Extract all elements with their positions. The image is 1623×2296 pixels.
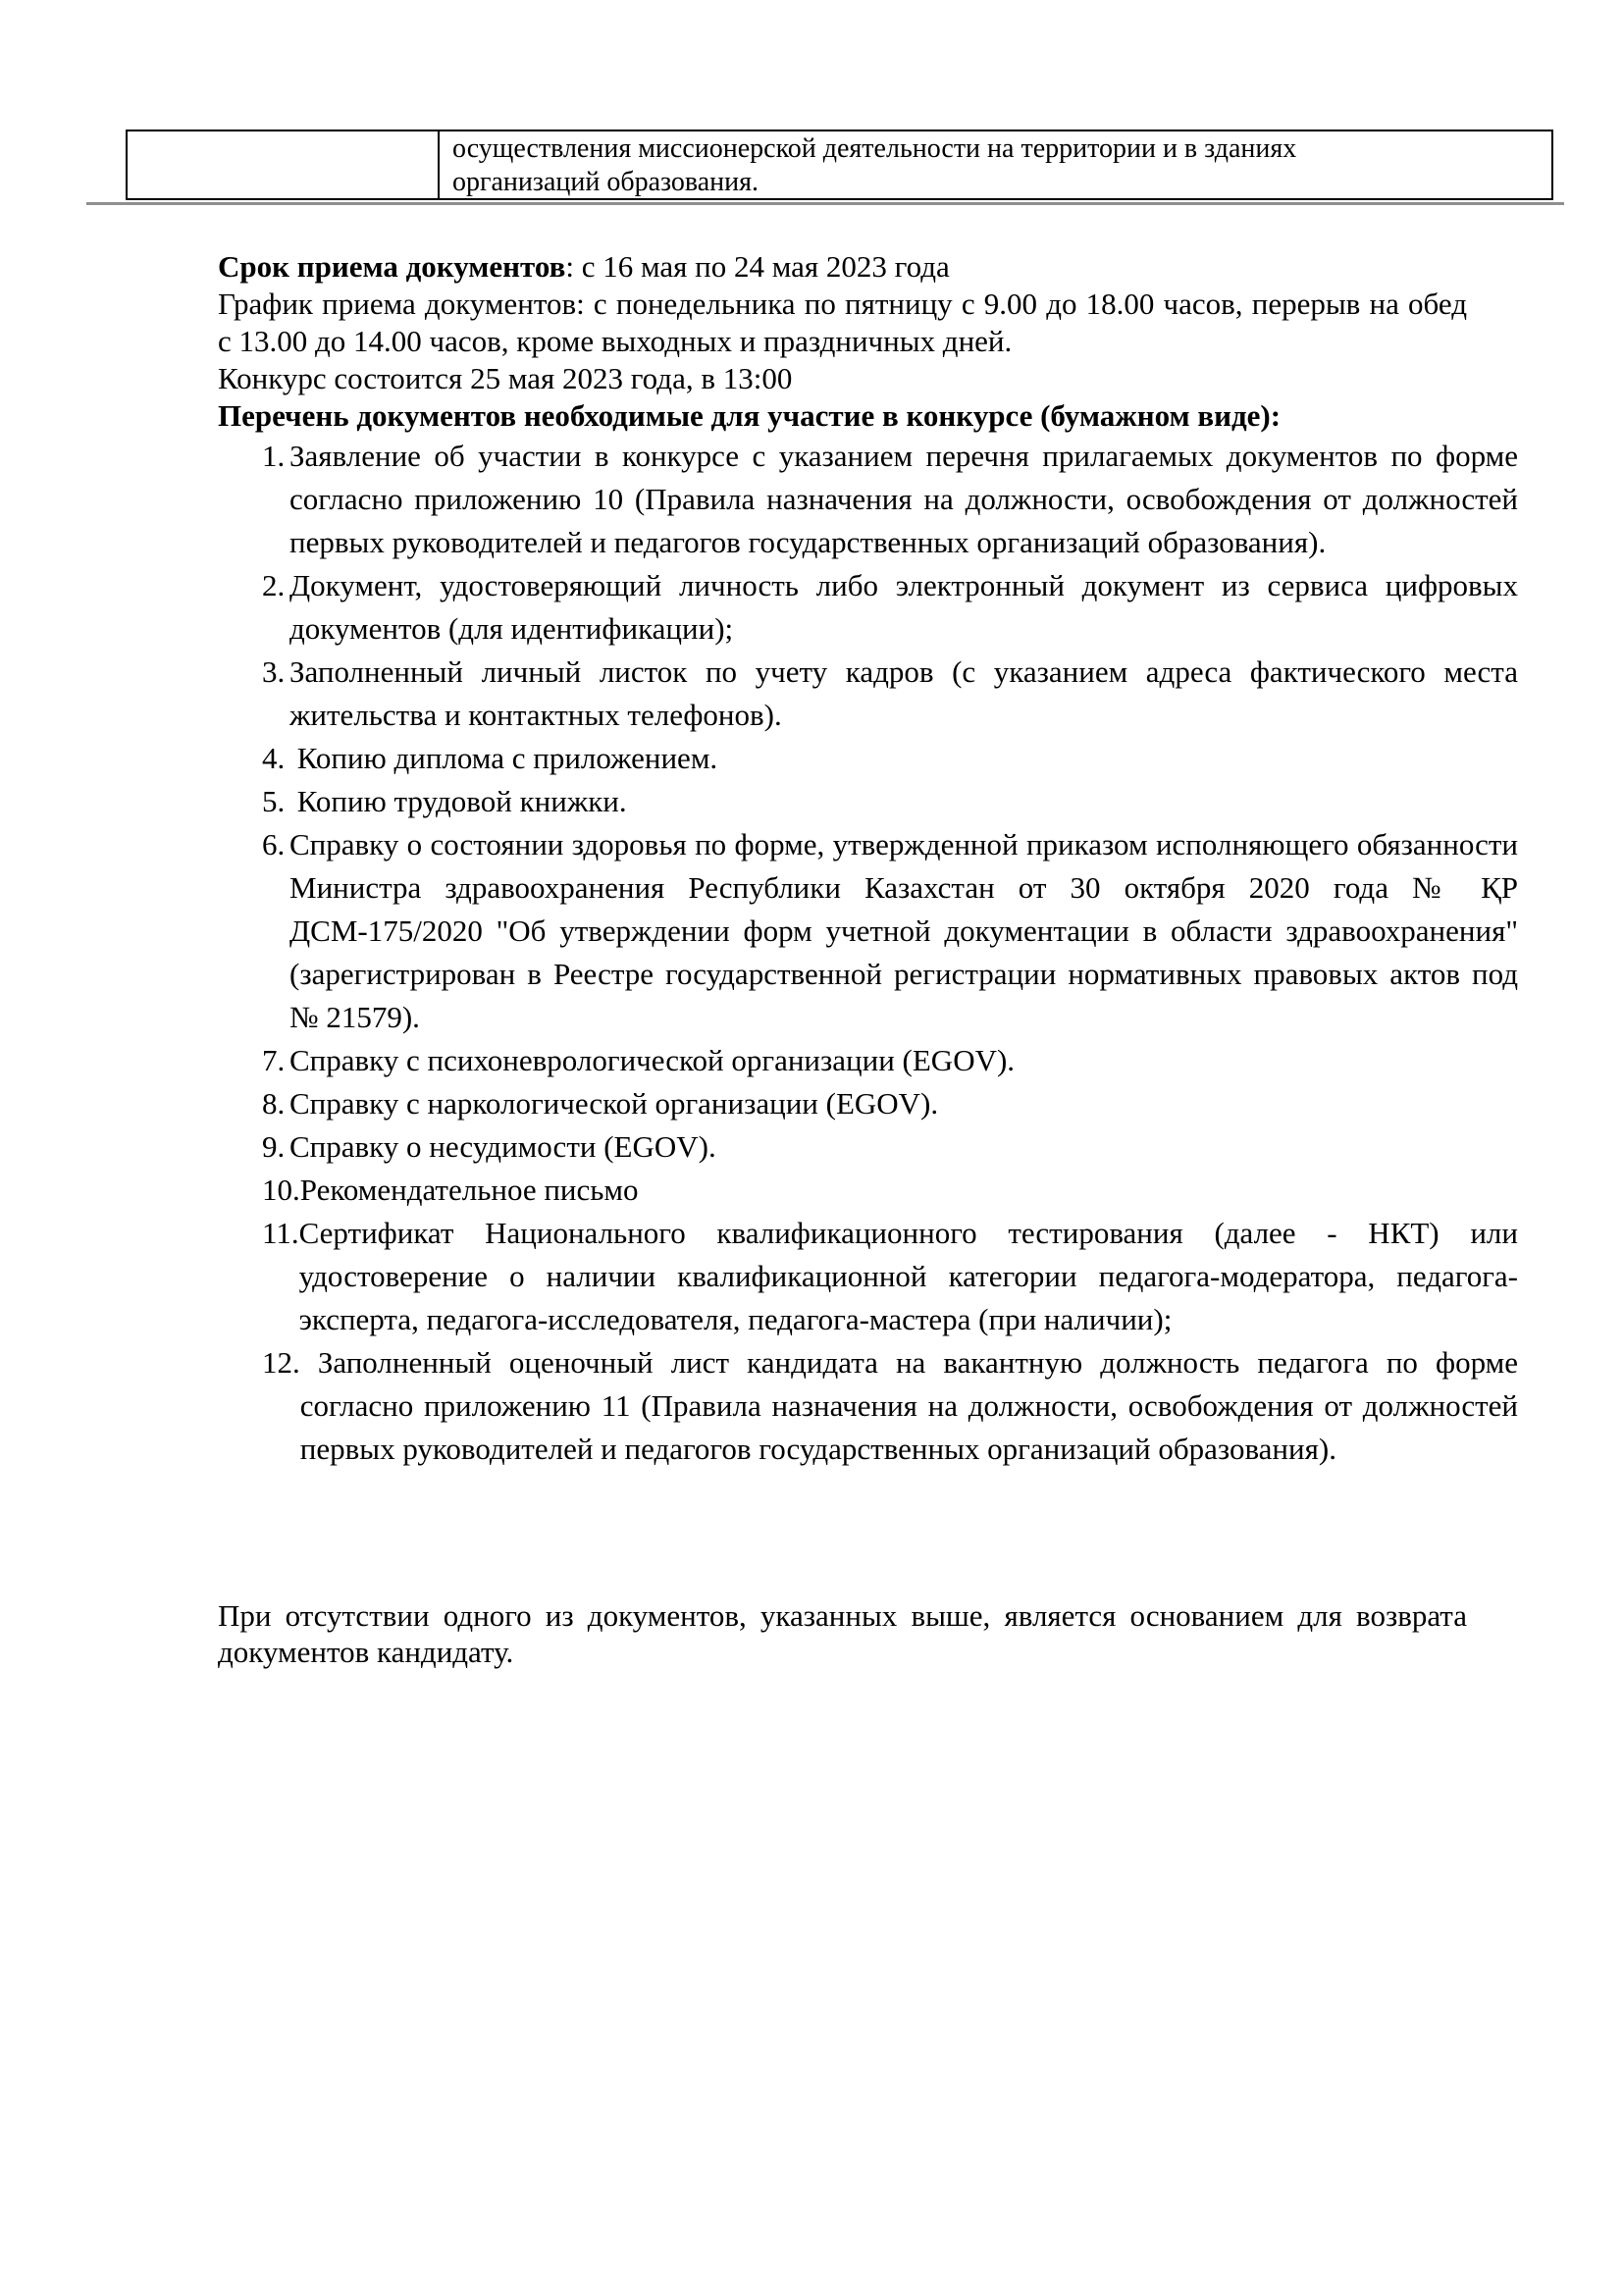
deadline-paragraph <box>218 248 1467 286</box>
list-item-text: Заполненный оценочный лист кандидата на вакантную должность педагога по форме согласно приложению 11 (Правила назначения на должности, освобождения от должностей первых руководителей и педагогов государственных организаций образования). <box>299 1345 1526 1466</box>
list-item-text: Сертификат Национального квалификационного тестирования (далее - НКТ) или удостоверение о наличии квалификационной категории педагога-модератора, педагога-эксперта, педагога-исследователя, педагога-мастера (при наличии); <box>298 1216 1526 1336</box>
footer-note: При отсутствии одного из документов, указанных выше, является основанием для возврата документов кандидату. <box>218 1598 1467 1669</box>
list-item-text: Документ, удостоверяющий личность либо электронный документ из сервиса цифровых документов (для идентификации); <box>289 568 1526 646</box>
list-item-number: 10. <box>262 1173 300 1207</box>
document-list-item <box>262 1212 1526 1341</box>
list-item-text: Заявление об участии в конкурсе с указанием перечня прилагаемых документов по форме согласно приложению 10 (Правила назначения на должности, освобождения от должностей первых руководителей и педагогов государственных организаций образования). <box>289 439 1526 559</box>
document-list-item <box>262 823 1526 1039</box>
list-item-text: Справку о несудимости (EGOV). <box>289 1129 716 1164</box>
list-item-number: 1. <box>262 439 286 473</box>
list-item-number: 7. <box>262 1043 286 1077</box>
document-list-item <box>262 1082 1518 1125</box>
list-item-text: Справку с наркологической организации (EGOV). <box>289 1086 939 1121</box>
document-list-item <box>262 737 1518 780</box>
contest-date-paragraph: Конкурс состоится 25 мая 2023 года, в 13:00 <box>218 361 793 395</box>
list-item-number: 4. <box>262 741 286 775</box>
list-item-text: Копию трудовой книжки. <box>289 784 627 818</box>
document-list-item <box>262 1039 1518 1082</box>
document-list-item <box>262 435 1526 564</box>
list-item-number: 3. <box>262 654 286 689</box>
list-item-number: 2. <box>262 568 286 602</box>
table-cell-line-1: осуществления миссионерской деятельности на территории и в зданиях <box>452 133 1297 164</box>
list-item-number: 5. <box>262 784 286 818</box>
documents-list-heading: Перечень документов необходимые для участие в конкурсе (бумажном виде): <box>218 398 1282 433</box>
document-list-item <box>262 1341 1526 1471</box>
documents-list <box>218 435 1526 1471</box>
list-item-text: Справку о состоянии здоровья по форме, утвержденной приказом исполняющего обязанности Министра здравоохранения Республики Казахстан от 30 октября 2020 года № ҚР ДСМ-175/2020 "Об утверждении форм учетной документации в области здравоохранения" (зарегистрирован в Реестре государственной регистрации нормативных правовых актов под № 21579). <box>289 827 1526 1034</box>
list-item-number: 8. <box>262 1086 286 1121</box>
deadline-label: Срок приема документов <box>218 249 566 284</box>
list-item-text: Рекомендательное письмо <box>299 1173 639 1207</box>
document-list-item <box>262 1125 1518 1169</box>
list-item-number: 11. <box>262 1216 299 1250</box>
deadline-value: : с 16 мая по 24 мая 2023 года <box>565 249 950 284</box>
document-list-item <box>262 780 1518 823</box>
intro-section <box>218 248 1467 435</box>
document-list-item <box>262 651 1526 737</box>
table-empty-cell <box>128 131 440 198</box>
continuation-table <box>126 130 1553 200</box>
document-list-item <box>262 1169 1518 1212</box>
list-item-text: Копию диплома с приложением. <box>289 741 718 775</box>
list-item-number: 12. <box>262 1345 300 1380</box>
list-item-text: Заполненный личный листок по учету кадров (с указанием адреса фактического места жительства и контактных телефонов). <box>289 654 1526 732</box>
list-item-text: Справку с психоневрологической организации (EGOV). <box>289 1043 1016 1077</box>
list-item-number: 9. <box>262 1129 286 1164</box>
schedule-paragraph: График приема документов: с понедельника по пятницу с 9.00 до 18.00 часов, перерыв на обед с 13.00 до 14.00 часов, кроме выходных и праздничных дней. <box>218 287 1467 358</box>
list-item-number: 6. <box>262 827 286 861</box>
table-text-cell <box>440 131 1551 198</box>
table-bottom-shadow <box>86 202 1564 205</box>
document-list-item <box>262 564 1526 651</box>
table-cell-line-2: организаций образования. <box>452 167 759 197</box>
